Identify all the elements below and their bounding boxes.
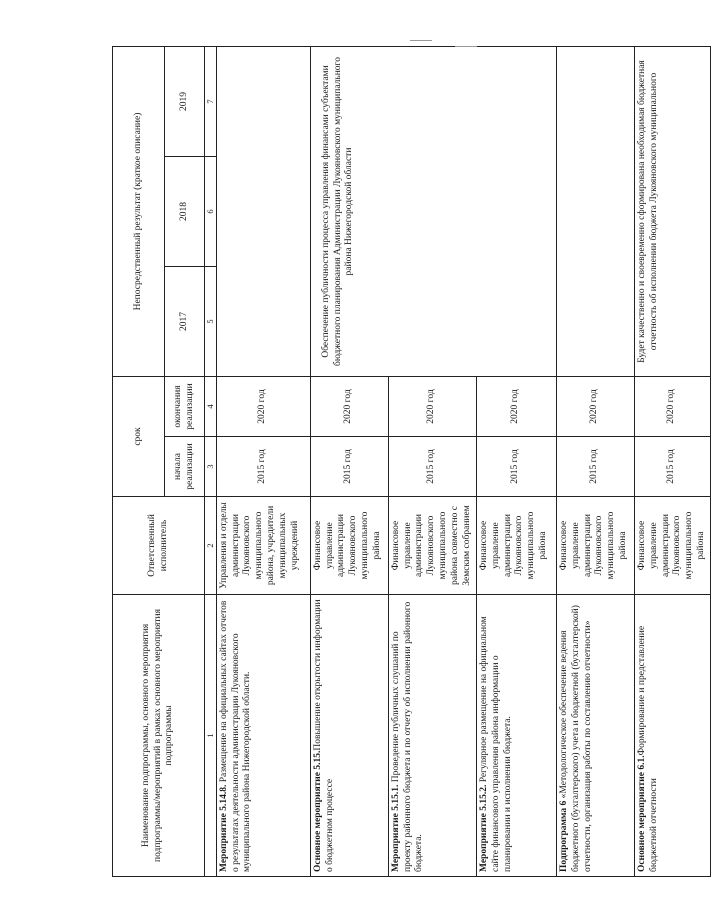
- row-start: 2015 год: [388, 437, 476, 497]
- header-year-2018: 2018: [165, 157, 205, 267]
- row-start: 2015 год: [634, 437, 710, 497]
- header-executor: Ответственный исполнитель: [113, 497, 205, 595]
- row-start: 2015 год: [310, 437, 388, 497]
- row-start: 2015 год: [556, 437, 634, 497]
- header-row-1: [113, 47, 165, 877]
- row-end: 2020 год: [556, 377, 634, 437]
- row-executor: Финансовое управление администрации Лукояновского муниципального района: [310, 497, 388, 595]
- header-name: Наименование подпрограммы, основного мероприятия подпрограммы/мероприятий в рамках основного мероприятия подпрограммы: [113, 595, 205, 877]
- col-num: 7: [205, 47, 217, 157]
- row-end: 2020 год: [216, 377, 310, 437]
- row-end: 2020 год: [388, 377, 476, 437]
- row-start: 2015 год: [216, 437, 310, 497]
- row-title: Мероприятие 5.15.1. Проведение публичных слушаний по проекту районного бюджета и по отчету об исполнении районного бюджета.: [388, 595, 476, 877]
- row-executor: Финансовое управление администрации Лукояновского муниципального района совместно с Земским собранием: [388, 497, 476, 595]
- row-executor: Финансовое управление администрации Лукояновского муниципального района: [556, 497, 634, 595]
- row-title: Основное мероприятие 6.1.Формирование и представление бюджетной отчетности: [634, 595, 710, 877]
- header-end: окончания реализации: [165, 377, 205, 437]
- row-executor: Финансовое управление администрации Лукояновского муниципального района: [476, 497, 556, 595]
- header-year-2017: 2017: [165, 267, 205, 377]
- table-row: [634, 47, 710, 877]
- row-result: Обеспечение публичности процесса управления финансами субъектами бюджетного планирования Администрации Лукояновского муниципального района Нижегородской области: [310, 47, 556, 377]
- row-end: 2020 год: [310, 377, 388, 437]
- header-result: Непосредственный результат (краткое описание): [113, 47, 165, 377]
- col-num: 3: [205, 437, 217, 497]
- row-executor: Финансовое управление администрации Лукояновского муниципального района: [634, 497, 710, 595]
- row-result: [556, 47, 634, 377]
- scan-mark: [410, 40, 432, 41]
- col-num: 4: [205, 377, 217, 437]
- scan-mark: [455, 46, 477, 47]
- header-start: начала реализации: [165, 437, 205, 497]
- col-num: 5: [205, 267, 217, 377]
- rotated-table-container: [112, 47, 707, 877]
- row-result: [216, 47, 310, 377]
- row-start: 2015 год: [476, 437, 556, 497]
- column-numbers-row: [205, 47, 217, 877]
- program-table: [112, 46, 711, 877]
- table-row: [556, 47, 634, 877]
- header-term: срок: [113, 377, 165, 497]
- table-row: [216, 47, 310, 877]
- row-title: Мероприятие 5.14.8. Размещение на официальных сайтах отчетов о результатах деятельности администрации Лукояновского муниципального района Нижегородской области.: [216, 595, 310, 877]
- row-result: Будет качественно и своевременно сформирована необходимая бюджетная отчетность об исполнении бюджета Лукояновского муниципального: [634, 47, 710, 377]
- row-end: 2020 год: [634, 377, 710, 437]
- row-title: Подпрограмма 6 «Методологическое обеспечение ведения бюджетного (бухгалтерского) учета и бюджетной (бухгалтерской) отчетности, организация работы по составлению отчетности»: [556, 595, 634, 877]
- col-num: 1: [205, 595, 217, 877]
- table-row: [310, 47, 388, 877]
- col-num: 2: [205, 497, 217, 595]
- row-title: Мероприятие 5.15.2. Регулярное размещение на официальном сайте финансового управления района информации о планировании и исполнении бюджета.: [476, 595, 556, 877]
- row-end: 2020 год: [476, 377, 556, 437]
- row-executor: Управления и отделы администрации Лукояновского муниципального района, учредители муниципальных учреждений: [216, 497, 310, 595]
- row-title: Основное мероприятие 5.15.Повышение открытости информации о бюджетном процессе: [310, 595, 388, 877]
- header-year-2019: 2019: [165, 47, 205, 157]
- col-num: 6: [205, 157, 217, 267]
